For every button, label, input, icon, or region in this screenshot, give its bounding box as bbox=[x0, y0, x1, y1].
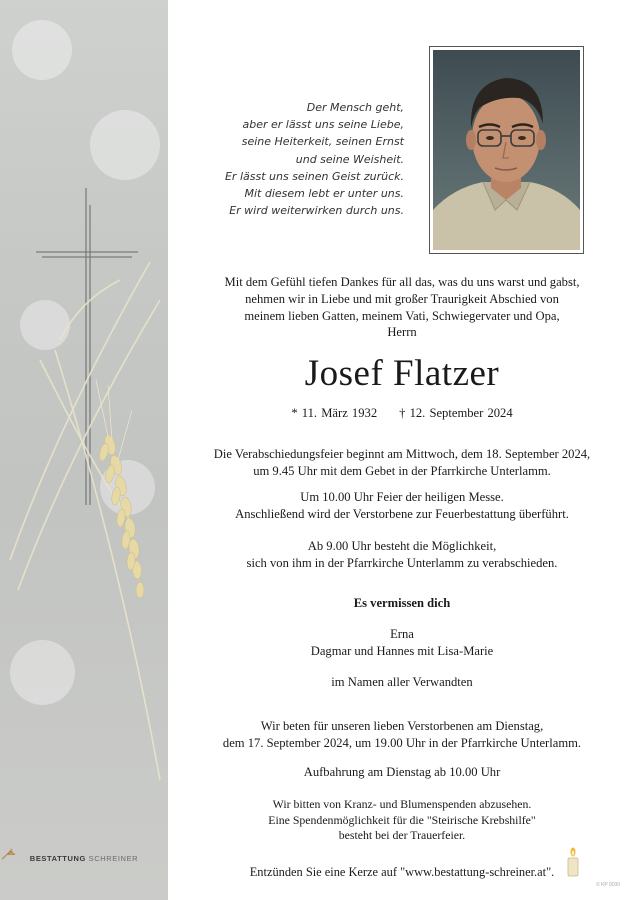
deceased-name: Josef Flatzer bbox=[304, 353, 500, 394]
poem-line: Er wird weiterwirken durch uns. bbox=[229, 204, 404, 218]
viewing-info: Aufbahrung am Dienstag ab 10.00 Uhr bbox=[303, 765, 501, 779]
intro-text bbox=[182, 274, 622, 341]
poem-line: aber er lässt uns seine Liebe, bbox=[242, 118, 404, 132]
wheat-cross-illustration bbox=[0, 0, 168, 900]
poem-line: Mit diesem lebt er unter uns. bbox=[244, 187, 404, 201]
donation-line: Eine Spendenmöglichkeit für die "Steirische Krebshilfe" bbox=[268, 812, 536, 827]
memorial-poem bbox=[190, 99, 404, 219]
poem-line: seine Heiterkeit, seinen Ernst bbox=[241, 135, 404, 149]
copyright-mark: © KP 9030 bbox=[596, 882, 621, 888]
intro-line: nehmen wir in Liebe und mit großer Traurigkeit Abschied von bbox=[245, 291, 559, 306]
mourners-relatives: im Namen aller Verwandten bbox=[331, 675, 473, 689]
poem-line: Er lässt uns seinen Geist zurück. bbox=[224, 169, 404, 183]
portrait-image bbox=[433, 50, 580, 250]
wheat-logo-icon bbox=[0, 848, 20, 860]
ceremony-line: Die Verabschiedungsfeier beginnt am Mittwoch, dem 18. September 2024, bbox=[213, 447, 591, 461]
portrait-photo bbox=[429, 46, 584, 254]
family-member: Dagmar und Hannes mit Lisa-Marie bbox=[310, 643, 494, 658]
candle-icon bbox=[566, 847, 580, 877]
death-date: † 12. September 2024 bbox=[399, 406, 513, 420]
brand-name: BESTATTUNG SCHREINER bbox=[29, 854, 139, 863]
donation-line: besteht bei der Trauerfeier. bbox=[338, 828, 466, 842]
prayer-info bbox=[182, 718, 622, 751]
candle-website-text: Entzünden Sie eine Kerze auf "www.bestattung-schreiner.at". bbox=[249, 865, 555, 879]
poem-line: Der Mensch geht, bbox=[306, 101, 404, 114]
mass-line: Anschließend wird der Verstorbene zur Feuerbestattung überführt. bbox=[235, 506, 569, 521]
intro-line: Mit dem Gefühl tiefen Dankes für all das, was du uns warst und gabst, bbox=[224, 275, 580, 289]
farewell-info bbox=[182, 538, 622, 571]
side-decoration-panel bbox=[0, 0, 168, 900]
ceremony-info bbox=[182, 446, 622, 479]
prayer-line: Wir beten für unseren lieben Verstorbenen am Dienstag, bbox=[260, 719, 544, 733]
farewell-line: Ab 9.00 Uhr besteht die Möglichkeit, bbox=[307, 539, 497, 553]
intro-line: Herrn bbox=[387, 325, 417, 340]
funeral-home-brand bbox=[0, 848, 168, 866]
donation-info bbox=[182, 797, 622, 844]
intro-line: meinem lieben Gatten, meinem Vati, Schwiegervater und Opa, bbox=[244, 308, 560, 323]
prayer-line: dem 17. September 2024, um 19.00 Uhr in der Pfarrkirche Unterlamm. bbox=[222, 735, 582, 750]
mass-info bbox=[182, 489, 622, 522]
life-dates bbox=[182, 405, 622, 421]
poem-line: und seine Weisheit. bbox=[295, 152, 404, 166]
mourners-title: Es vermissen dich bbox=[353, 596, 451, 610]
donation-line: Wir bitten von Kranz- und Blumenspenden abzusehen. bbox=[272, 797, 532, 811]
mourners-family bbox=[182, 626, 622, 659]
mass-line: Um 10.00 Uhr Feier der heiligen Messe. bbox=[300, 490, 504, 504]
family-member: Erna bbox=[390, 627, 414, 641]
ceremony-line: um 9.45 Uhr mit dem Gebet in der Pfarrkirche Unterlamm. bbox=[253, 463, 551, 478]
birth-date: * 11. März 1932 bbox=[291, 406, 378, 420]
farewell-line: sich von ihm in der Pfarrkirche Unterlamm zu verabschieden. bbox=[246, 555, 558, 570]
